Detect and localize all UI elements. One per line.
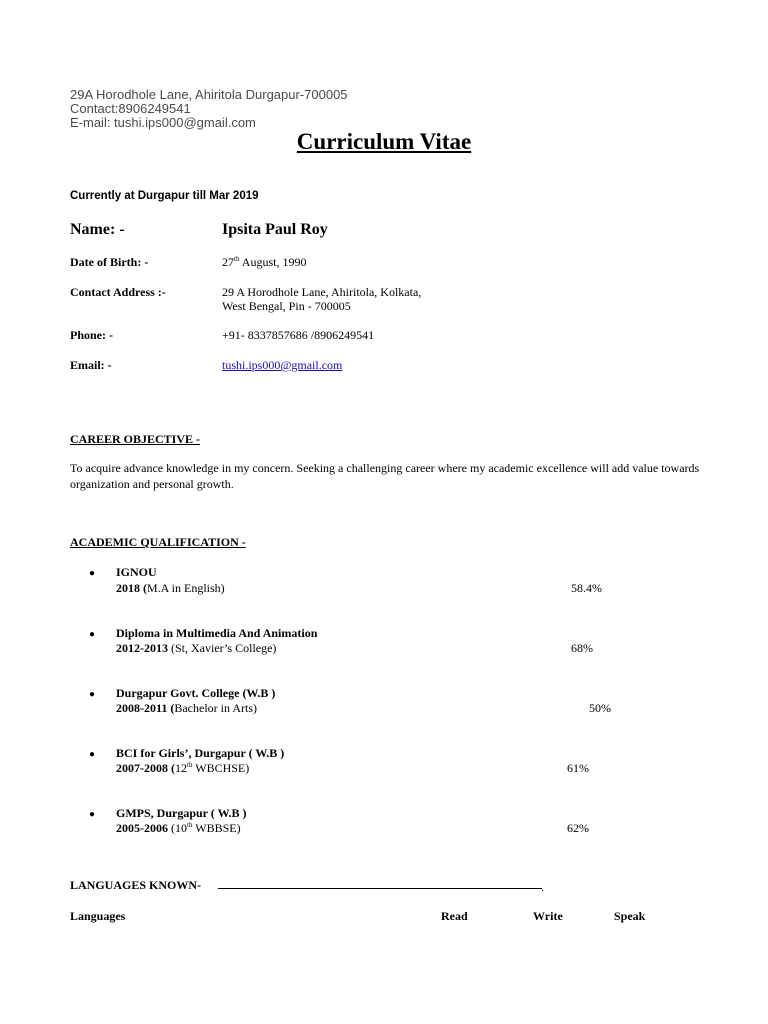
document-title: Curriculum Vitae [296, 129, 472, 154]
email-link[interactable]: tushi.ips000@gmail.com [222, 358, 343, 372]
languages-trail: . [541, 880, 544, 894]
phone-value: +91- 8337857686 /8906249541 [222, 328, 375, 342]
academic-detail [116, 761, 249, 776]
phone-label: Phone: - [70, 328, 113, 342]
academic-institution: IGNOU [116, 565, 157, 579]
academic-board: WBBSE) [192, 821, 241, 835]
academic-course: (10 [168, 821, 187, 835]
dob-suffix: th [234, 255, 240, 263]
academic-institution: BCI for Girls’, Durgapur ( W.B ) [116, 746, 285, 760]
email-label: Email: - [70, 358, 112, 372]
col-header-languages: Languages [70, 909, 126, 923]
name-value: Ipsita Paul Roy [222, 221, 328, 238]
career-objective-heading: CAREER OBJECTIVE - [70, 432, 201, 446]
list-bullet: ● [89, 629, 96, 640]
academic-suffix: th [187, 821, 193, 829]
address-line-1: 29 A Horodhole Lane, Ahiritola, Kolkata, [222, 285, 422, 299]
academic-years: 2012-2013 [116, 641, 168, 655]
academic-percent: 68% [571, 641, 593, 655]
academic-detail [116, 581, 225, 596]
academic-years: 2005-2006 [116, 821, 168, 835]
header-address: 29A Horodhole Lane, Ahiritola Durgapur-700005 [70, 87, 348, 102]
dob-label: Date of Birth: - [70, 255, 149, 269]
academic-percent: 58.4% [571, 581, 602, 595]
academic-institution: GMPS, Durgapur ( W.B ) [116, 806, 247, 820]
academic-detail [116, 701, 257, 716]
col-header-write: Write [533, 909, 563, 923]
academic-detail [116, 641, 276, 656]
dob-rest: August, 1990 [239, 255, 307, 269]
list-bullet: ● [89, 809, 96, 820]
list-bullet: ● [89, 568, 96, 579]
academic-institution: Durgapur Govt. College (W.B ) [116, 686, 276, 700]
academic-years: 2008-2011 ( [116, 701, 175, 715]
address-line-2: West Bengal, Pin - 700005 [222, 299, 351, 313]
name-label: Name: - [70, 221, 125, 238]
languages-heading: LANGUAGES KNOWN- [70, 878, 202, 892]
academic-course: (St, Xavier’s College) [168, 641, 277, 655]
academic-detail [116, 821, 241, 836]
academic-years: 2018 ( [116, 581, 147, 595]
languages-underline [218, 888, 542, 889]
header-contact: Contact:8906249541 [70, 101, 191, 116]
academic-percent: 61% [567, 761, 589, 775]
academic-heading: ACADEMIC QUALIFICATION - [70, 535, 246, 549]
col-header-speak: Speak [614, 909, 646, 923]
current-location: Currently at Durgapur till Mar 2019 [70, 190, 259, 202]
academic-suffix: th [187, 761, 193, 769]
academic-percent: 62% [567, 821, 589, 835]
academic-board: WBCHSE) [192, 761, 250, 775]
col-header-read: Read [441, 909, 468, 923]
career-objective-text: To acquire advance knowledge in my concern. Seeking a challenging career where my academic excellence will add value towards organization and personal growth. [70, 461, 700, 491]
list-bullet: ● [89, 749, 96, 760]
academic-percent: 50% [589, 701, 611, 715]
address-label: Contact Address :- [70, 285, 166, 299]
dob-value [222, 255, 306, 270]
academic-course: 12 [175, 761, 187, 775]
academic-course: Bachelor in Arts) [174, 701, 257, 715]
header-email: E-mail: tushi.ips000@gmail.com [70, 115, 256, 130]
academic-course: M.A in English) [147, 581, 225, 595]
academic-institution: Diploma in Multimedia And Animation [116, 626, 318, 640]
academic-years: 2007-2008 ( [116, 761, 175, 775]
dob-day: 27 [222, 255, 234, 269]
list-bullet: ● [89, 689, 96, 700]
